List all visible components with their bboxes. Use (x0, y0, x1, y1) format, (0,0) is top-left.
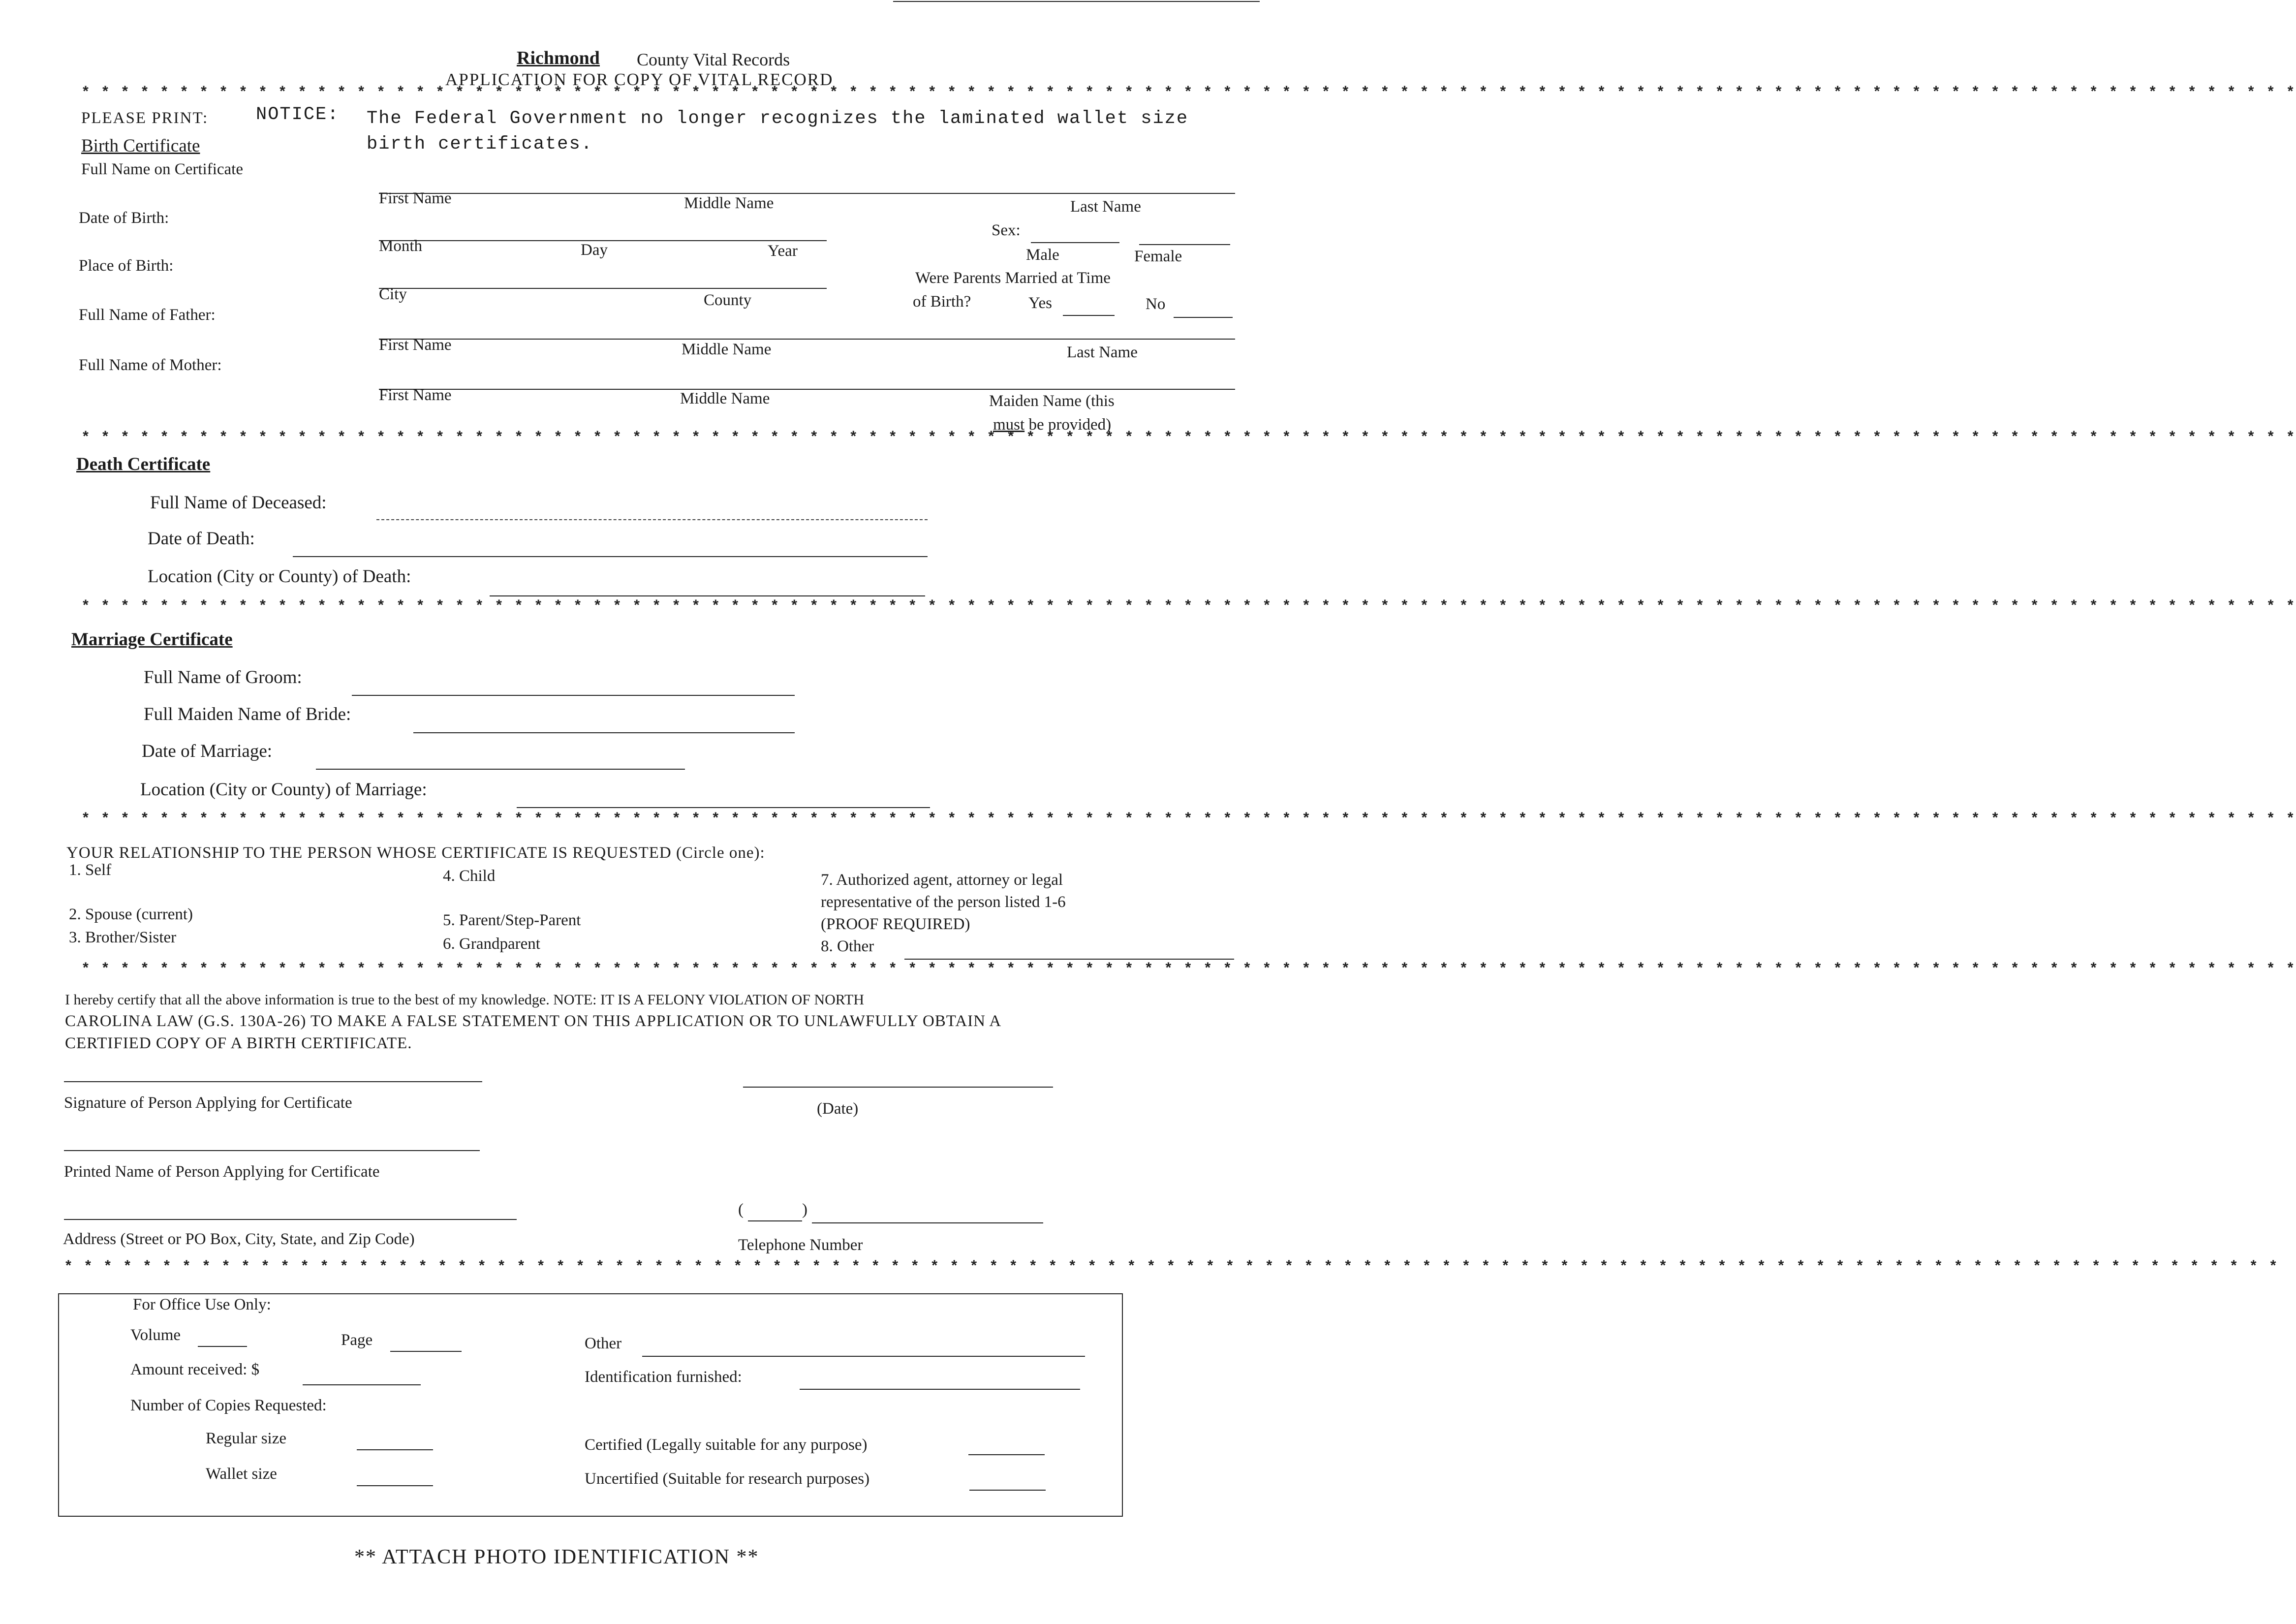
dob-label: Date of Birth: (79, 209, 169, 227)
phone-label: Telephone Number (738, 1236, 863, 1254)
address-label: Address (Street or PO Box, City, State, and Zip Code) (63, 1230, 415, 1248)
top-edge-line (893, 1, 1260, 2)
office-amount: Amount received: $ (130, 1361, 260, 1378)
separator: * * * * * * * * * * * * * * * * * * * * * * * * * * * * * * * * * * * * * * * * * * * * * * * * * * * * * * * * * * * * * * * * * * * * * * * * * * * * * * * * * * * * * * * * * * * * * * * * * * * * * * * * * * * * * * * * * (81, 811, 2296, 828)
parents-married-2: of Birth? (913, 293, 971, 311)
office-other: Other (585, 1335, 622, 1352)
separator: * * * * * * * * * * * * * * * * * * * * * * * * * * * * * * * * * * * * * * * * * * * * * * * * * * * * * * * * * * * * * * * * * * * * * * * * * * * * * * * * * * * * * * * * * * * * * * * * * * * * * * * * * * * * * * * * * (81, 430, 2296, 446)
father-first: First Name (379, 336, 452, 354)
sex-male: Male (1026, 246, 1059, 264)
page-title: APPLICATION FOR COPY OF VITAL RECORD (445, 70, 834, 89)
office-heading: For Office Use Only: (133, 1296, 271, 1313)
sex-male-line[interactable] (1031, 242, 1119, 243)
bride-label: Full Maiden Name of Bride: (144, 704, 351, 724)
signature-label: Signature of Person Applying for Certificate (64, 1094, 352, 1112)
father-middle: Middle Name (682, 341, 772, 358)
printed-name-label: Printed Name of Person Applying for Certificate (64, 1163, 380, 1181)
office-regular: Regular size (206, 1430, 287, 1447)
death-location-line[interactable] (490, 595, 925, 596)
office-page-line[interactable] (390, 1351, 462, 1352)
marriage-date-line[interactable] (316, 769, 685, 770)
certify-line-1: I hereby certify that all the above information is true to the best of my knowledge. NOTE: IT IS A FELONY VIOLATION OF NORTH (65, 992, 864, 1008)
pob-county: County (704, 291, 752, 309)
birth-heading: Birth Certificate (81, 136, 200, 156)
header-title: County Vital Records (637, 50, 790, 69)
phone-area-close: ) (802, 1201, 807, 1218)
mother-first: First Name (379, 386, 452, 404)
sex-female-line[interactable] (1139, 244, 1230, 245)
office-certified: Certified (Legally suitable for any purpose) (585, 1436, 868, 1454)
rel-opt-1[interactable]: 1. Self (69, 861, 112, 879)
rel-opt-5[interactable]: 5. Parent/Step-Parent (443, 911, 581, 929)
rel-opt-8[interactable]: 8. Other (821, 937, 874, 955)
pob-city: City (379, 285, 407, 303)
office-id-line[interactable] (800, 1389, 1080, 1390)
notice-line-2: birth certificates. (367, 134, 593, 155)
death-heading: Death Certificate (76, 454, 211, 474)
marriage-date-label: Date of Marriage: (142, 741, 273, 761)
office-volume: Volume (130, 1326, 181, 1344)
death-date-label: Date of Death: (148, 529, 255, 549)
father-label: Full Name of Father: (79, 306, 216, 324)
death-date-line[interactable] (293, 556, 928, 557)
office-amount-line[interactable] (303, 1384, 421, 1385)
sex-label: Sex: (992, 221, 1021, 239)
office-page: Page (341, 1331, 373, 1349)
groom-line[interactable] (352, 695, 795, 696)
office-volume-line[interactable] (198, 1346, 247, 1347)
dob-day: Day (581, 241, 608, 259)
office-wallet: Wallet size (206, 1465, 277, 1483)
bride-line[interactable] (413, 732, 795, 733)
birth-name-line[interactable] (379, 193, 1235, 194)
maiden-note-2: must be provided) (993, 416, 1112, 434)
rel-opt-6[interactable]: 6. Grandparent (443, 935, 540, 953)
printed-name-line[interactable] (64, 1150, 480, 1151)
dob-month: Month (379, 237, 423, 255)
office-regular-line[interactable] (357, 1449, 433, 1450)
pob-line[interactable] (379, 288, 827, 289)
mother-middle: Middle Name (680, 390, 770, 407)
rel-opt-7-line-3: (PROOF REQUIRED) (821, 915, 970, 933)
header-county: Richmond (517, 48, 600, 68)
parents-married-1: Were Parents Married at Time (915, 269, 1111, 287)
separator: * * * * * * * * * * * * * * * * * * * * * * * * * * * * * * * * * * * * * * * * * * * * * * * * * * * * * * * * * * * * * * * * * * * * * * * * * * * * * * * * * * * * * * * * * * * * * * * * * * * * * * * * * * * * * * * * * (64, 1259, 2279, 1276)
certify-line-2: CAROLINA LAW (G.S. 130A-26) TO MAKE A FALSE STATEMENT ON THIS APPLICATION OR TO UNLAWFULLY OBTAIN A (65, 1012, 1002, 1030)
mother-label: Full Name of Mother: (79, 356, 222, 374)
attach-photo-id: ** ATTACH PHOTO IDENTIFICATION ** (354, 1546, 759, 1568)
deceased-line[interactable] (376, 519, 928, 520)
parents-no-line[interactable] (1174, 317, 1233, 318)
office-certified-line[interactable] (968, 1454, 1045, 1455)
parents-yes: Yes (1028, 294, 1053, 312)
rel-other-line[interactable] (904, 959, 1234, 960)
rel-opt-7[interactable]: 7. Authorized agent, attorney or legal (821, 871, 1063, 889)
please-print: PLEASE PRINT: (81, 109, 209, 127)
rel-opt-4[interactable]: 4. Child (443, 867, 496, 885)
separator: * * * * * * * * * * * * * * * * * * * * * * * * * * * * * * * * * * * * * * * * * * * * * * * * * * * * * * * * * * * * * * * * * * * * * * * * * * * * * * * * * * * * * * * * * * * * * * * * * * * * * * * * * * * * * * * * * (81, 598, 2296, 615)
marriage-heading: Marriage Certificate (71, 629, 233, 650)
mother-line[interactable] (379, 389, 1235, 390)
address-line[interactable] (64, 1219, 517, 1220)
separator: * * * * * * * * * * * * * * * * * * * * * * * * * * * * * * * * * * * * * * * * * * * * * * * * * * * * * * * * * * * * * * * * * * * * * * * * * * * * * * * * * * * * * * * * * * * * * * * * * * * * * * * * * * * * * * * * * (81, 961, 2296, 978)
father-last: Last Name (1067, 344, 1138, 361)
birth-middle-name: Middle Name (684, 194, 774, 212)
notice-label: NOTICE: (256, 104, 340, 125)
office-other-line[interactable] (642, 1356, 1085, 1357)
pob-label: Place of Birth: (79, 257, 174, 275)
signature-line[interactable] (64, 1081, 482, 1082)
parents-no: No (1146, 295, 1166, 313)
rel-opt-7-line-2: representative of the person listed 1-6 (821, 893, 1066, 911)
sex-female: Female (1134, 248, 1182, 265)
office-uncertified: Uncertified (Suitable for research purposes) (585, 1470, 870, 1488)
certify-line-3: CERTIFIED COPY OF A BIRTH CERTIFICATE. (65, 1034, 412, 1052)
phone-line[interactable] (812, 1222, 1043, 1223)
relationship-heading: YOUR RELATIONSHIP TO THE PERSON WHOSE CERTIFICATE IS REQUESTED (Circle one): (66, 844, 765, 862)
notice-line-1: The Federal Government no longer recognizes the laminated wallet size (367, 108, 1189, 129)
marriage-location-line[interactable] (517, 807, 930, 808)
groom-label: Full Name of Groom: (144, 667, 302, 687)
birth-last-name: Last Name (1070, 198, 1141, 216)
birth-first-name: First Name (379, 189, 452, 207)
office-copies: Number of Copies Requested: (130, 1397, 327, 1414)
phone-area-line[interactable] (748, 1220, 802, 1221)
rel-opt-3[interactable]: 3. Brother/Sister (69, 929, 177, 946)
maiden-note-1: Maiden Name (this (989, 392, 1115, 410)
date-line[interactable] (743, 1087, 1053, 1088)
marriage-location-label: Location (City or County) of Marriage: (140, 780, 427, 800)
office-wallet-line[interactable] (357, 1485, 433, 1486)
office-id: Identification furnished: (585, 1368, 742, 1386)
death-location-label: Location (City or County) of Death: (148, 566, 411, 587)
deceased-label: Full Name of Deceased: (150, 493, 327, 513)
dob-year: Year (768, 242, 798, 260)
father-line[interactable] (379, 339, 1235, 340)
phone-area-open: ( (738, 1201, 744, 1218)
separator: * * * * * * * * * * * * * * * * * * * * * * * * * * * * * * * * * * * * * * * * * * * * * * * * * * * * * * * * * * * * * * * * * * * * * * * * * * * * * * * * * * * * * * * * * * * * * * * * * * * * * * * * * * * * * * * * * (81, 85, 2296, 101)
date-label: (Date) (817, 1100, 859, 1118)
birth-full-name-label: Full Name on Certificate (81, 160, 243, 178)
parents-yes-line[interactable] (1063, 315, 1115, 316)
office-uncertified-line[interactable] (969, 1490, 1046, 1491)
rel-opt-2[interactable]: 2. Spouse (current) (69, 906, 193, 923)
